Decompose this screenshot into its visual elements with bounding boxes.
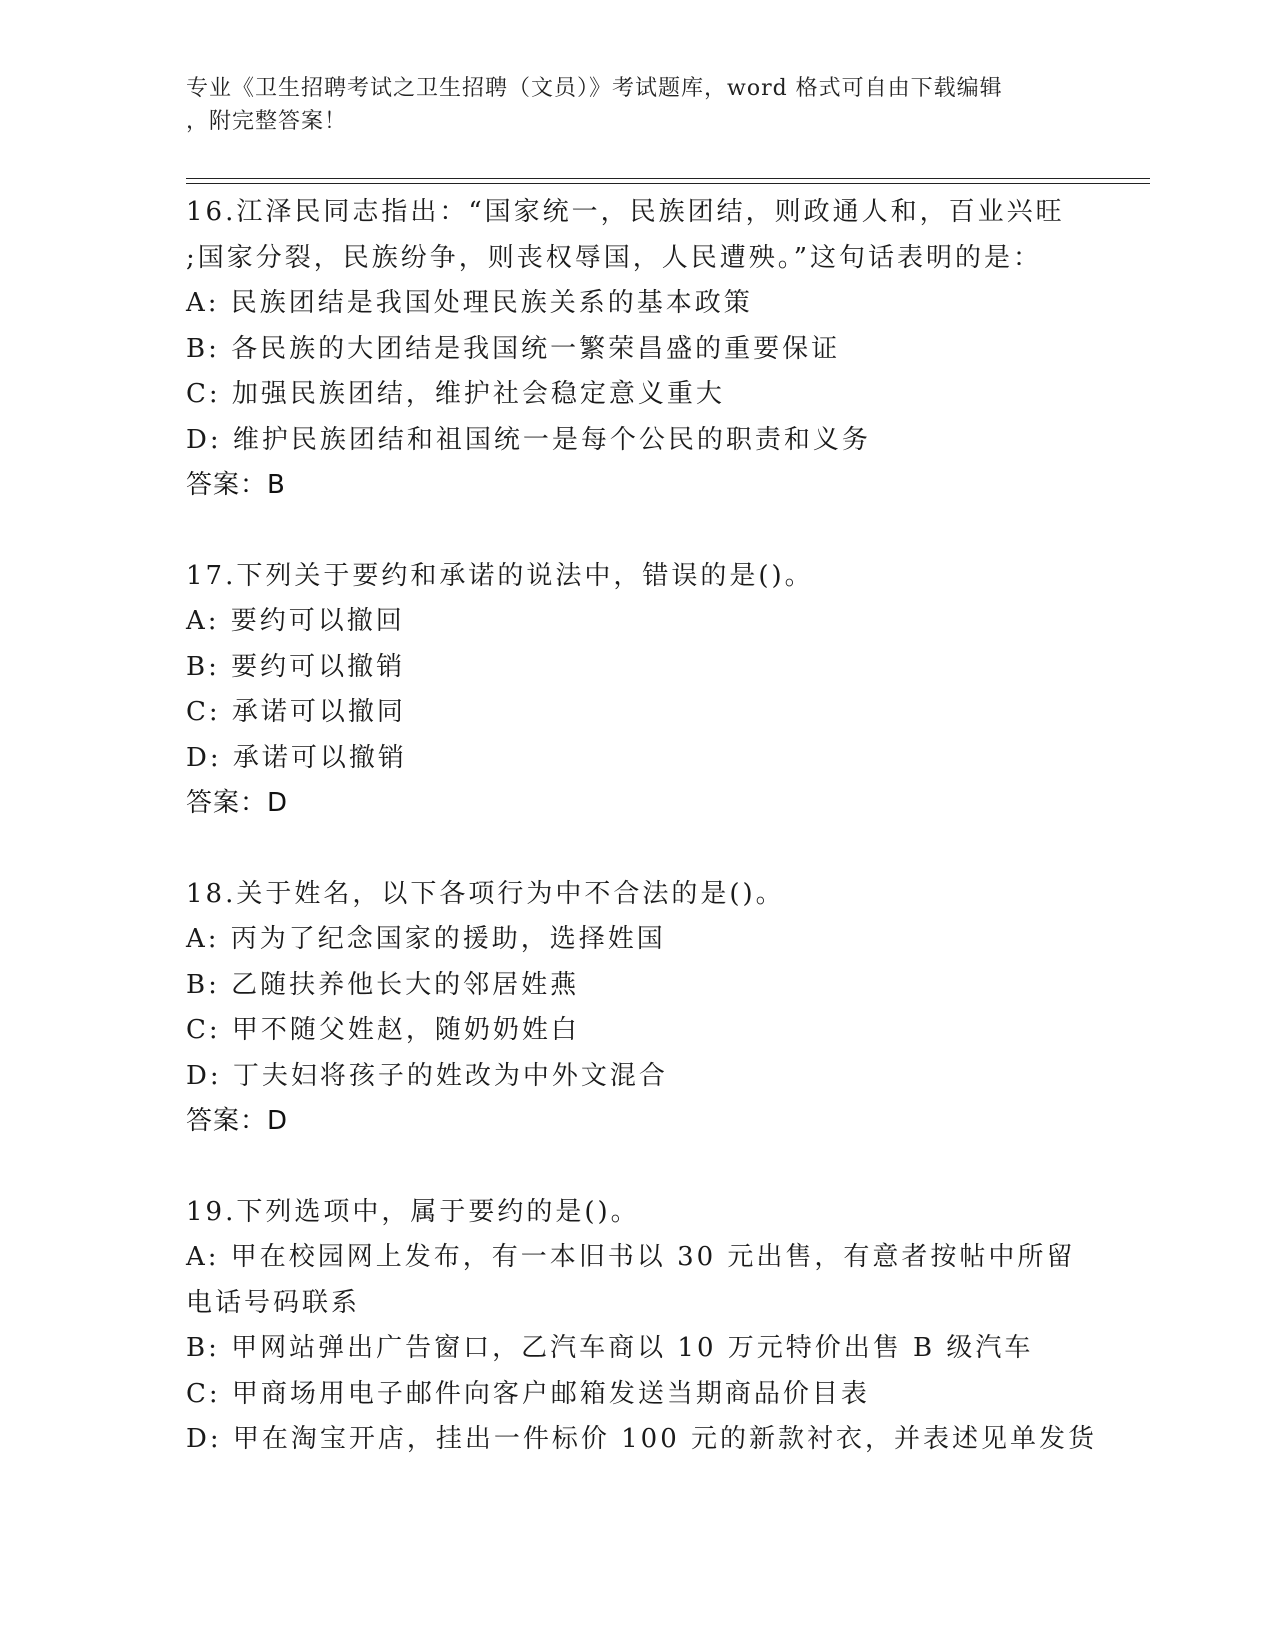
question-stem: 18.关于姓名，以下各项行为中不合法的是()。	[186, 878, 785, 909]
answer-label: 答案：D	[186, 788, 289, 818]
header-divider-bottom	[186, 183, 1150, 184]
option-d: D: 甲在淘宝开店，挂出一件标价 100 元的新款衬衣，并表述见单发货	[186, 1424, 1098, 1454]
option-d: D: 丁夫妇将孩子的姓改为中外文混合	[186, 1060, 668, 1091]
option-b: B: 各民族的大团结是我国统一繁荣昌盛的重要保证	[186, 333, 841, 364]
option-a: A: 要约可以撤回	[186, 606, 405, 636]
option-a-continued: 电话号码联系	[186, 1287, 361, 1318]
option-a: A: 民族团结是我国处理民族关系的基本政策	[186, 288, 753, 318]
question-spacer	[186, 1145, 1086, 1190]
option-c: C: 承诺可以撤同	[186, 697, 406, 727]
option-b: B: 要约可以撤销	[186, 651, 406, 682]
document-header	[186, 72, 1066, 138]
option-c: C: 加强民族团结，维护社会稳定意义重大	[186, 379, 725, 409]
option-c: C: 甲不随父姓赵，随奶奶姓白	[186, 1015, 580, 1045]
option-a: A: 丙为了纪念国家的援助，选择姓国	[186, 924, 666, 954]
header-line: ，附完整答案！	[186, 109, 348, 134]
question-17	[186, 554, 1086, 827]
question-stem: 17.下列关于要约和承诺的说法中，错误的是()。	[186, 560, 814, 591]
question-stem: 16.江泽民同志指出：“国家统一，民族团结，则政通人和，百业兴旺	[186, 197, 1065, 227]
option-a: A: 甲在校园网上发布，有一本旧书以 30 元出售，有意者按帖中所留	[186, 1242, 1076, 1272]
option-d: D: 承诺可以撤销	[186, 742, 407, 773]
question-stem: ;国家分裂，民族纷争，则丧权辱国，人民遭殃。”这句话表明的是：	[186, 242, 1043, 273]
answer-label: 答案：B	[186, 470, 286, 500]
option-b: B: 甲网站弹出广告窗口，乙汽车商以 10 万元特价出售 B 级汽车	[186, 1333, 1034, 1363]
answer-label: 答案：D	[186, 1106, 289, 1136]
option-b: B: 乙随扶养他长大的邻居姓燕	[186, 969, 580, 1000]
question-list	[186, 190, 1098, 1463]
question-spacer	[186, 509, 1086, 554]
header-line: 专业《卫生招聘考试之卫生招聘（文员）》考试题库，word 格式可自由下载编辑	[186, 76, 1003, 101]
header-divider-top	[186, 178, 1150, 179]
question-stem: 19.下列选项中，属于要约的是()。	[186, 1196, 640, 1227]
question-spacer	[186, 827, 1086, 872]
question-16	[186, 190, 1086, 509]
question-19	[186, 1190, 1098, 1463]
option-d: D: 维护民族团结和祖国统一是每个公民的职责和义务	[186, 424, 871, 455]
option-c: C: 甲商场用电子邮件向客户邮箱发送当期商品价目表	[186, 1378, 870, 1409]
question-18	[186, 872, 1086, 1145]
